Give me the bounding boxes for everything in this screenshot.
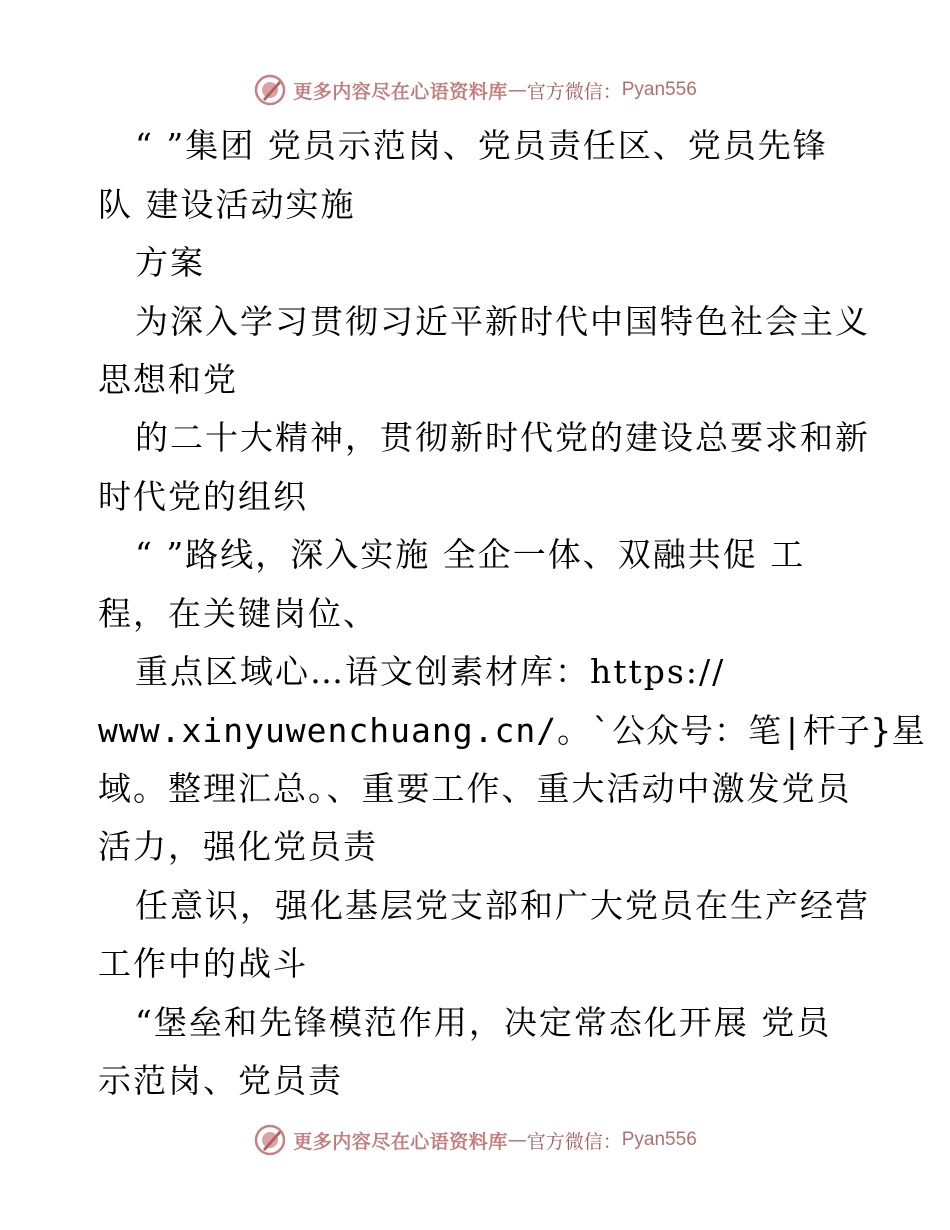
body-line: www.xinyuwenchuang.cn/。`公众号：笔|杆子}星 [98, 711, 926, 750]
banner-wechat-label: 官方微信： [526, 80, 622, 103]
banner-title: 更多内容尽在心语资料库 [293, 1130, 508, 1153]
body-line: 队 建设活动实施 [98, 185, 356, 224]
body-line: “堡垒和先锋模范作用，决定常态化开展 党员 [135, 1003, 832, 1042]
body-line: 任意识，强化基层党支部和广大党员在生产经营 [135, 886, 870, 925]
footer-watermark-banner [0, 1120, 950, 1160]
body-line: 重点区域心…语文创素材库：https:// [135, 652, 726, 691]
banner-wechat-label: 官方微信： [526, 1130, 622, 1153]
body-line: 程，在关键岗位、 [98, 594, 378, 633]
body-line: 工作中的战斗 [98, 944, 308, 983]
banner-separator: — [507, 1129, 527, 1151]
banner-separator: — [507, 79, 527, 101]
body-line: “ ”集团 党员示范岗、党员责任区、党员先锋 [135, 126, 828, 165]
body-line: 示范岗、党员责 [98, 1061, 343, 1100]
banner-title: 更多内容尽在心语资料库 [293, 80, 508, 103]
brand-logo-icon [253, 1123, 287, 1157]
body-line: 域。整理汇总。、重要工作、重大活动中激发党员 [98, 769, 852, 808]
body-line: 的二十大精神，贯彻新时代党的建设总要求和新 [135, 418, 870, 457]
body-line: 方案 [135, 243, 205, 282]
body-line: 思想和党 [98, 360, 238, 399]
body-line: “ ”路线，深入实施 全企一体、双融共促 工 [135, 535, 806, 574]
body-line: 为深入学习贯彻习近平新时代中国特色社会主义 [135, 302, 870, 341]
body-line: 时代党的组织 [98, 477, 308, 516]
banner-wechat-id: Pyan556 [621, 79, 697, 100]
brand-logo-icon [253, 73, 287, 107]
header-watermark-banner [0, 70, 950, 110]
banner-wechat-id: Pyan556 [621, 1129, 697, 1150]
body-line: 活力，强化党员责 [98, 827, 378, 866]
